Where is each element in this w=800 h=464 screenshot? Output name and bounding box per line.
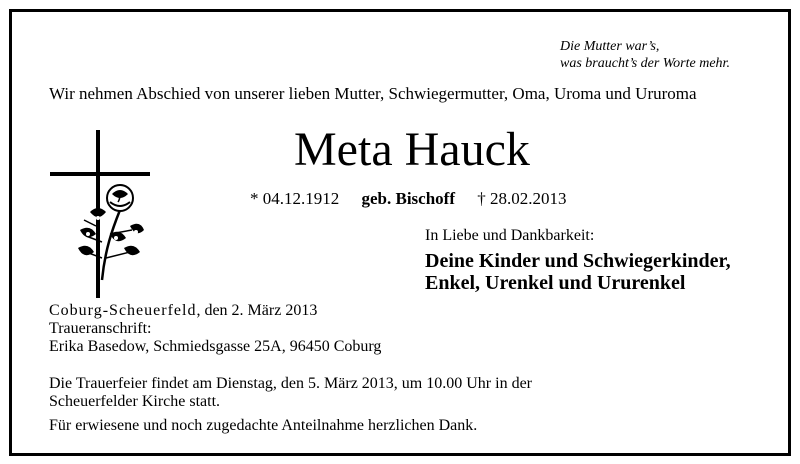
place-and-address [49,302,381,356]
place-city: Coburg-Scheuerfeld [49,302,197,319]
mourners-intro: In Liebe und Dankbarkeit: [425,227,595,244]
mourners-line-2: Enkel, Urenkel und Ururenkel [425,272,686,294]
mourners-list [425,250,731,294]
maiden-name: geb. Bischoff [361,189,455,208]
mourners-line-1: Deine Kinder und Schwiegerkinder, [425,250,731,272]
cross-with-rose-icon [50,130,150,300]
intro-text: Wir nehmen Abschied von unserer lieben Mutter, Schwiegermutter, Oma, Uroma und Ururoma [49,84,697,103]
motto-line-1: Die Mutter war’s, [560,39,660,54]
address-label: Traueranschrift: [49,320,152,337]
place-date-text: , den 2. März 2013 [196,302,318,319]
motto [560,38,730,72]
obituary-notice [9,9,791,456]
service-line-1: Die Trauerfeier findet am Dienstag, den 5. März 2013, um 10.00 Uhr in der [49,375,532,392]
death-date: † 28.02.2013 [477,189,567,208]
address-value: Erika Basedow, Schmiedsgasse 25A, 96450 Coburg [49,338,382,355]
birth-date: * 04.12.1912 [250,189,340,208]
motto-line-2: was braucht’s der Worte mehr. [560,56,730,71]
deceased-name: Meta Hauck [294,123,530,176]
funeral-service [49,375,532,411]
place-date [49,302,381,320]
life-dates [250,189,567,209]
service-line-2: Scheuerfelder Kirche statt. [49,393,221,410]
thanks-text: Für erwiesene und noch zugedachte Anteilnahme herzlichen Dank. [49,417,478,434]
